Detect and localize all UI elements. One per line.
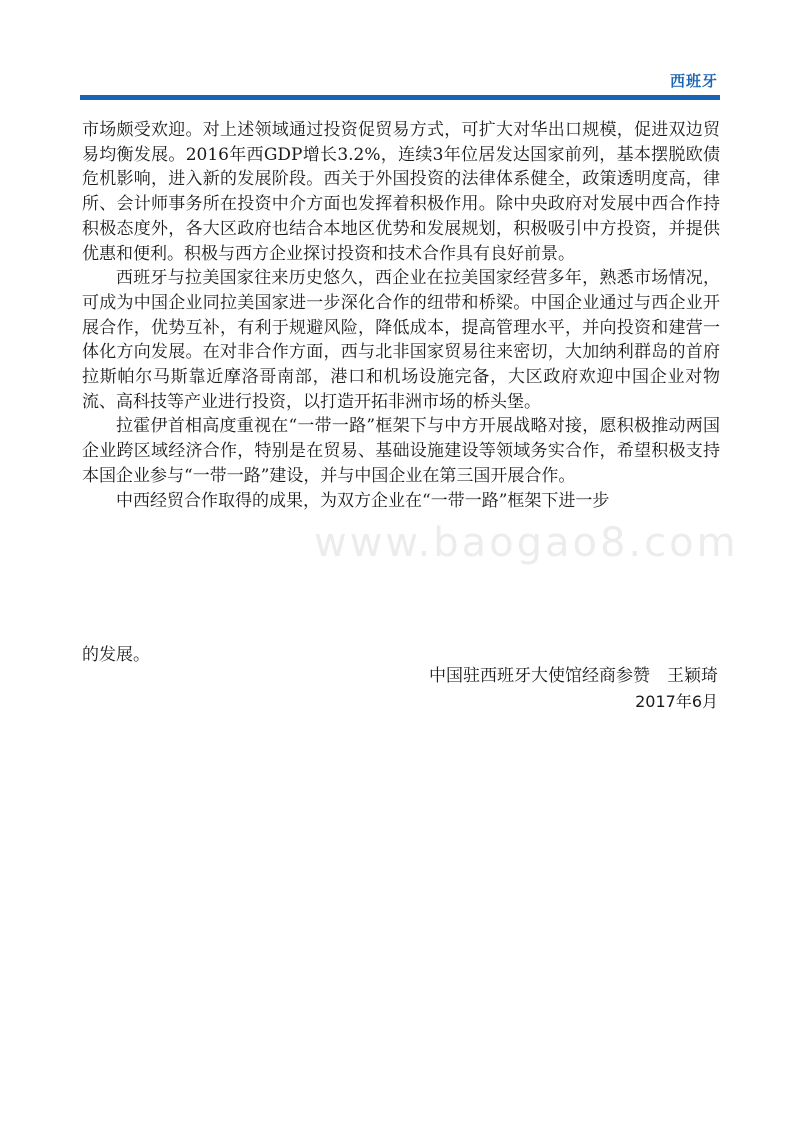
paragraph: 市场颇受欢迎。对上述领域通过投资促贸易方式，可扩大对华出口规模，促进双边贸易均衡发展。2016年西GDP增长3.2%，连续3年位居发达国家前列，基本摆脱欧债危机影响，进入新的发展阶段。西关于外国投资的法律体系健全，政策透明度高，律所、会计师事务所在投资中介方面也发挥着积极作用。除中央政府对发展中西合作持积极态度外，各大区政府也结合本地区优势和发展规划，积极吸引中方投资，并提供优惠和便利。积极与西方企业探讨投资和技术合作具有良好前景。 [82,120,720,264]
header-divider [80,95,720,100]
signature-date: 2017年6月 [635,692,718,711]
section-title: 西班牙 [669,72,718,90]
paragraph: 中西经贸合作取得的成果，为双方企业在“一带一路”框架下进一步 [116,490,610,511]
watermark: www.baogao8.com [314,520,739,566]
body-text [82,118,720,513]
closing-line: 的发展。 [82,645,150,665]
paragraph: 拉霍伊首相高度重视在“一带一路”框架下与中方开展战略对接，愿积极推动两国企业跨区域经济合作，特别是在贸易、基础设施建设等领域务实合作，希望积极支持本国企业参与“一带一路”建设，并与中国企业在第三国开展合作。 [82,416,720,486]
paragraph: 西班牙与拉美国家往来历史悠久，西企业在拉美国家经营多年，熟悉市场情况，可成为中国企业同拉美国家进一步深化合作的纽带和桥梁。中国企业通过与西企业开展合作，优势互补，有利于规避风险，降低成本，提高管理水平，并向投资和建营一体化方向发展。在对非合作方面，西与北非国家贸易往来密切，大加纳利群岛的首府拉斯帕尔马斯靠近摩洛哥南部，港口和机场设施完备，大区政府欢迎中国企业对物流、高科技等产业进行投资，以打造开拓非洲市场的桥头堡。 [82,268,720,412]
signature: 中国驻西班牙大使馆经商参赞 王颖琦 [429,666,718,686]
